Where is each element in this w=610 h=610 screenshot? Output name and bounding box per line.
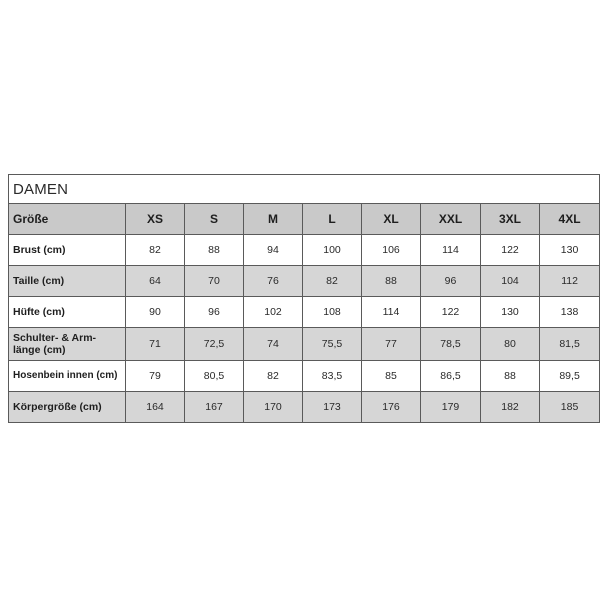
table-row xyxy=(9,235,600,266)
table-row xyxy=(9,266,600,297)
table-cell: 170 xyxy=(244,392,303,423)
table-cell: 85 xyxy=(362,361,421,392)
table-cell: 108 xyxy=(303,297,362,328)
row-label: Taille (cm) xyxy=(9,266,126,297)
table-cell: 185 xyxy=(540,392,600,423)
table-cell: 88 xyxy=(481,361,540,392)
table-cell: 70 xyxy=(185,266,244,297)
table-cell: 130 xyxy=(481,297,540,328)
size-chart-table xyxy=(8,174,600,423)
table-cell: 82 xyxy=(303,266,362,297)
size-header-3xl: 3XL xyxy=(481,204,540,235)
row-label: Körpergröße (cm) xyxy=(9,392,126,423)
table-cell: 112 xyxy=(540,266,600,297)
table-cell: 96 xyxy=(421,266,481,297)
table-row xyxy=(9,297,600,328)
table-cell: 90 xyxy=(126,297,185,328)
table-cell: 122 xyxy=(421,297,481,328)
table-cell: 138 xyxy=(540,297,600,328)
table-cell: 173 xyxy=(303,392,362,423)
table-cell: 80 xyxy=(481,328,540,361)
row-label: Brust (cm) xyxy=(9,235,126,266)
table-cell: 82 xyxy=(244,361,303,392)
table-cell: 167 xyxy=(185,392,244,423)
table-cell: 94 xyxy=(244,235,303,266)
size-header-m: M xyxy=(244,204,303,235)
table-cell: 72,5 xyxy=(185,328,244,361)
table-cell: 114 xyxy=(421,235,481,266)
table-cell: 122 xyxy=(481,235,540,266)
table-cell: 176 xyxy=(362,392,421,423)
table-cell: 100 xyxy=(303,235,362,266)
table-cell: 89,5 xyxy=(540,361,600,392)
table-cell: 104 xyxy=(481,266,540,297)
size-header-row xyxy=(9,204,600,235)
table-cell: 74 xyxy=(244,328,303,361)
table-cell: 179 xyxy=(421,392,481,423)
size-header-s: S xyxy=(185,204,244,235)
size-header-l: L xyxy=(303,204,362,235)
table-cell: 76 xyxy=(244,266,303,297)
size-header-label: Größe xyxy=(9,204,126,235)
table-cell: 114 xyxy=(362,297,421,328)
table-cell: 64 xyxy=(126,266,185,297)
table-cell: 102 xyxy=(244,297,303,328)
table-cell: 130 xyxy=(540,235,600,266)
table-cell: 88 xyxy=(185,235,244,266)
row-label: Hosenbein innen (cm) xyxy=(9,361,126,392)
table-cell: 75,5 xyxy=(303,328,362,361)
table-cell: 88 xyxy=(362,266,421,297)
table-cell: 71 xyxy=(126,328,185,361)
table-row xyxy=(9,328,600,361)
table-cell: 80,5 xyxy=(185,361,244,392)
row-label: Hüfte (cm) xyxy=(9,297,126,328)
table-cell: 106 xyxy=(362,235,421,266)
table-cell: 82 xyxy=(126,235,185,266)
size-header-xs: XS xyxy=(126,204,185,235)
size-header-xxl: XXL xyxy=(421,204,481,235)
table-cell: 164 xyxy=(126,392,185,423)
row-label: Schulter- & Arm-länge (cm) xyxy=(9,328,126,361)
size-header-4xl: 4XL xyxy=(540,204,600,235)
table-cell: 182 xyxy=(481,392,540,423)
table-cell: 77 xyxy=(362,328,421,361)
table-row xyxy=(9,392,600,423)
table-cell: 83,5 xyxy=(303,361,362,392)
table-cell: 78,5 xyxy=(421,328,481,361)
table-title: DAMEN xyxy=(9,175,600,204)
table-cell: 86,5 xyxy=(421,361,481,392)
table-cell: 81,5 xyxy=(540,328,600,361)
size-header-xl: XL xyxy=(362,204,421,235)
table-cell: 96 xyxy=(185,297,244,328)
table-row xyxy=(9,361,600,392)
table-cell: 79 xyxy=(126,361,185,392)
